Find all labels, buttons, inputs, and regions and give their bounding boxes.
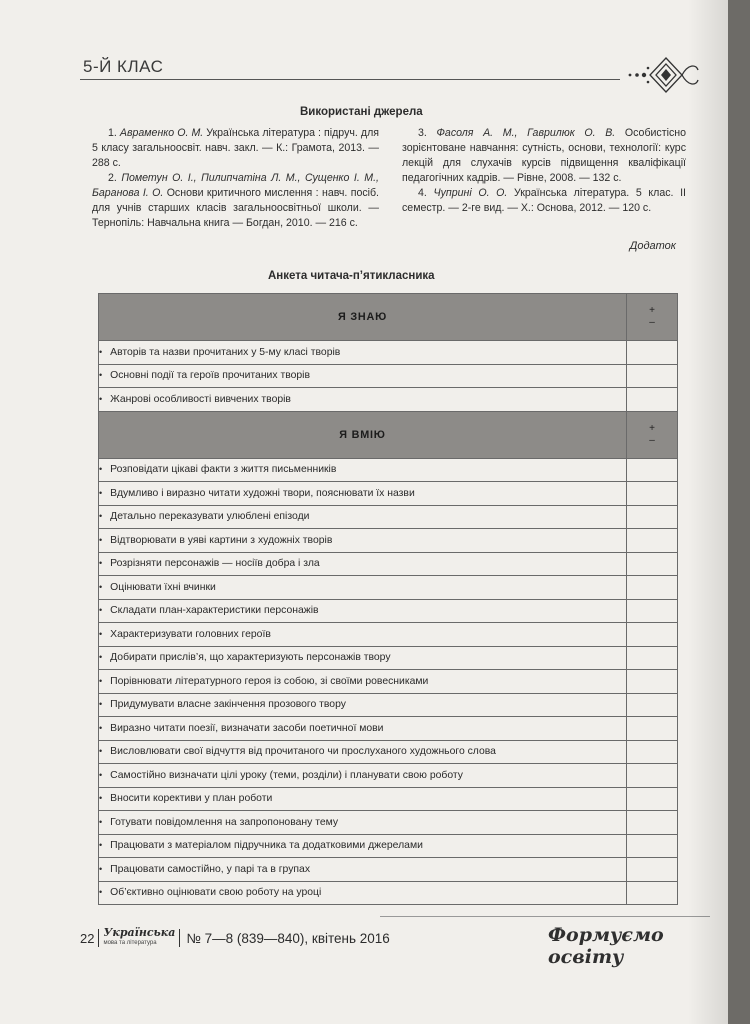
bullet-icon: • [99, 652, 103, 663]
bullet-icon: • [99, 511, 103, 522]
bullet-icon: • [99, 464, 103, 475]
source-entry [402, 126, 686, 186]
section-title: Я ЗНАЮ [99, 294, 627, 341]
survey-row [99, 740, 678, 764]
footer-info [80, 928, 390, 948]
source-author: Пометун О. І., Пилипчатіна Л. М., Сущенко І. М., Баранова І. О. [92, 172, 379, 199]
source-number: 2. [108, 172, 117, 184]
bullet-icon: • [99, 346, 103, 357]
source-text: Особистісно зорієнтоване навчання: сутність, основи, технології: курс лекцій для слухачів курсів підвищення кваліфікації педагогічних кадрів. — Рівне, 2008. — 132 с. [402, 127, 686, 184]
survey-item-text: Порівнювати літературного героя із собою, зі своїми ровесниками [110, 675, 429, 687]
survey-row [99, 858, 678, 882]
survey-row [99, 623, 678, 647]
survey-item [99, 576, 627, 600]
mark-cell[interactable] [627, 787, 678, 811]
survey-row [99, 811, 678, 835]
survey-item [99, 834, 627, 858]
survey-item [99, 764, 627, 788]
survey-row [99, 505, 678, 529]
ornament-icon [618, 52, 700, 98]
magazine-logo [103, 928, 175, 948]
footer-divider [98, 929, 99, 947]
survey-item-text: Працювати самостійно, у парі та в групах [110, 863, 311, 875]
survey-row [99, 529, 678, 553]
bullet-icon: • [99, 393, 103, 404]
mark-cell[interactable] [627, 670, 678, 694]
survey-item-text: Відтворювати в уяві картини з художніх творів [110, 534, 333, 546]
survey-item [99, 552, 627, 576]
plus-mark: + [649, 422, 655, 434]
bullet-icon: • [99, 605, 103, 616]
bullet-icon: • [99, 816, 103, 827]
survey-item [99, 458, 627, 482]
mark-cell[interactable] [627, 811, 678, 835]
survey-item-text: Детально переказувати улюблені епізоди [110, 511, 310, 523]
source-entry [92, 126, 379, 171]
bullet-icon: • [99, 722, 103, 733]
survey-row [99, 787, 678, 811]
bullet-icon: • [99, 370, 103, 381]
survey-item [99, 858, 627, 882]
survey-item-text: Розповідати цікаві факти з життя письменників [110, 464, 337, 476]
survey-row [99, 599, 678, 623]
survey-item-text: Готувати повідомлення на запропоновану тему [110, 816, 339, 828]
survey-row [99, 881, 678, 905]
survey-row [99, 364, 678, 388]
source-author: Фасоля А. М., Гаврилюк О. В. [436, 127, 616, 139]
survey-item [99, 693, 627, 717]
mark-cell[interactable] [627, 858, 678, 882]
survey-section-header [99, 294, 678, 341]
survey-item-text: Придумувати власне закінчення прозового твору [110, 699, 346, 711]
source-text: Українська література. 5 клас. II семестр. — 2-ге вид. — Х.: Основа, 2012. — 120 с. [402, 187, 686, 214]
survey-item-text: Самостійно визначати цілі уроку (теми, розділи) і планувати свою роботу [110, 769, 463, 781]
appendix-label: Додаток [629, 240, 676, 252]
survey-item [99, 881, 627, 905]
survey-item [99, 529, 627, 553]
survey-item [99, 670, 627, 694]
header-rule [80, 79, 620, 80]
survey-item-text: Жанрові особливості вивчених творів [110, 393, 291, 405]
bullet-icon: • [99, 558, 103, 569]
section-title: 5-Й КЛАС [83, 57, 164, 76]
mark-cell[interactable] [627, 881, 678, 905]
mark-cell[interactable] [627, 623, 678, 647]
survey-item-text: Розрізняти персонажів — носіїв добра і зла [110, 558, 320, 570]
mark-cell[interactable] [627, 764, 678, 788]
survey-row [99, 458, 678, 482]
plus-minus-header [627, 411, 678, 458]
survey-row [99, 388, 678, 412]
bullet-icon: • [99, 793, 103, 804]
survey-row [99, 576, 678, 600]
survey-item-text: Висловлювати свої відчуття від прочитаного чи прослуханого художнього слова [110, 746, 496, 758]
survey-row [99, 670, 678, 694]
survey-row [99, 646, 678, 670]
survey-item-text: Виразно читати поезії, визначати засоби поетичної мови [110, 722, 384, 734]
survey-row [99, 482, 678, 506]
survey-item-text: Основні події та героїв прочитаних творів [110, 370, 310, 382]
source-entry [402, 186, 686, 216]
source-author: Чуприні О. О. [433, 187, 508, 199]
logo-title: Українська [103, 926, 176, 939]
mark-cell[interactable] [627, 388, 678, 412]
source-number: 4. [418, 187, 427, 199]
mark-cell[interactable] [627, 646, 678, 670]
survey-item [99, 599, 627, 623]
mark-cell[interactable] [627, 717, 678, 741]
survey-title: Анкета читача-п’ятикласника [268, 270, 435, 282]
survey-item [99, 364, 627, 388]
bullet-icon: • [99, 840, 103, 851]
source-entry [92, 171, 379, 231]
survey-item [99, 482, 627, 506]
bullet-icon: • [99, 769, 103, 780]
source-author: Авраменко О. М. [119, 127, 204, 139]
survey-item-text: Складати план-характеристики персонажів [110, 605, 319, 617]
minus-mark: – [649, 434, 655, 446]
plus-minus-header [627, 294, 678, 341]
survey-item [99, 811, 627, 835]
survey-row [99, 764, 678, 788]
survey-row [99, 341, 678, 365]
bullet-icon: • [99, 887, 103, 898]
survey-item-text: Добирати прислів’я, що характеризують персонажів твору [110, 652, 391, 664]
mark-cell[interactable] [627, 458, 678, 482]
mark-cell[interactable] [627, 693, 678, 717]
survey-item [99, 505, 627, 529]
survey-row [99, 717, 678, 741]
section-title: Я ВМІЮ [99, 411, 627, 458]
bullet-icon: • [99, 534, 103, 545]
source-number: 1. [108, 127, 117, 139]
survey-item-text: Характеризувати головних героїв [110, 628, 271, 640]
survey-item [99, 341, 627, 365]
sources-heading: Використані джерела [300, 106, 423, 118]
mark-cell[interactable] [627, 599, 678, 623]
sources-column-right [402, 126, 686, 216]
survey-item [99, 623, 627, 647]
mark-cell[interactable] [627, 834, 678, 858]
logo-subtitle: мова та література [103, 940, 157, 946]
bullet-icon: • [99, 863, 103, 874]
mark-cell[interactable] [627, 529, 678, 553]
bullet-icon: • [99, 746, 103, 757]
survey-section-header [99, 411, 678, 458]
mark-cell[interactable] [627, 341, 678, 365]
footer-slogan: Формуємо освіту [548, 924, 664, 968]
mark-cell[interactable] [627, 364, 678, 388]
bullet-icon: • [99, 628, 103, 639]
bullet-icon: • [99, 675, 103, 686]
survey-item [99, 787, 627, 811]
bullet-icon: • [99, 581, 103, 592]
page-number: 22 [80, 930, 95, 946]
survey-item [99, 717, 627, 741]
survey-item-text: Авторів та назви прочитаних у 5-му класі творів [110, 346, 341, 358]
survey-item [99, 740, 627, 764]
plus-mark: + [649, 305, 655, 316]
survey-item [99, 388, 627, 412]
mark-cell[interactable] [627, 576, 678, 600]
bullet-icon: • [99, 487, 103, 498]
survey-row [99, 552, 678, 576]
footer-divider [179, 929, 180, 947]
survey-row [99, 834, 678, 858]
source-text: Українська література : підруч. для 5 класу загальноосвіт. навч. закл. — К.: Грамота, 2013. — 288 с. [92, 127, 379, 169]
mark-cell[interactable] [627, 740, 678, 764]
survey-item-text: Вносити корективи у план роботи [110, 793, 273, 805]
bullet-icon: • [99, 699, 103, 710]
issue-info: № 7—8 (839—840), квітень 2016 [186, 930, 390, 946]
mark-cell[interactable] [627, 505, 678, 529]
survey-item-text: Об’єктивно оцінювати свою роботу на уроці [110, 887, 322, 899]
reader-survey-table [98, 293, 678, 905]
minus-mark: – [649, 317, 655, 328]
survey-item-text: Оцінювати їхні вчинки [110, 581, 216, 593]
mark-cell[interactable] [627, 552, 678, 576]
survey-item-text: Працювати з матеріалом підручника та додатковими джерелами [110, 840, 423, 852]
survey-item-text: Вдумливо і виразно читати художні твори, пояснювати їх назви [110, 487, 415, 499]
source-text: Основи критичного мислення : навч. посіб. для учнів старших класів загальноосвітньої школи. — Тернопіль: Навчальна книга — Богдан, 2010. — 216 с. [92, 187, 379, 229]
survey-item [99, 646, 627, 670]
source-number: 3. [418, 127, 427, 139]
sources-column-left [92, 126, 379, 231]
mark-cell[interactable] [627, 482, 678, 506]
footer-rule [380, 916, 710, 917]
survey-row [99, 693, 678, 717]
